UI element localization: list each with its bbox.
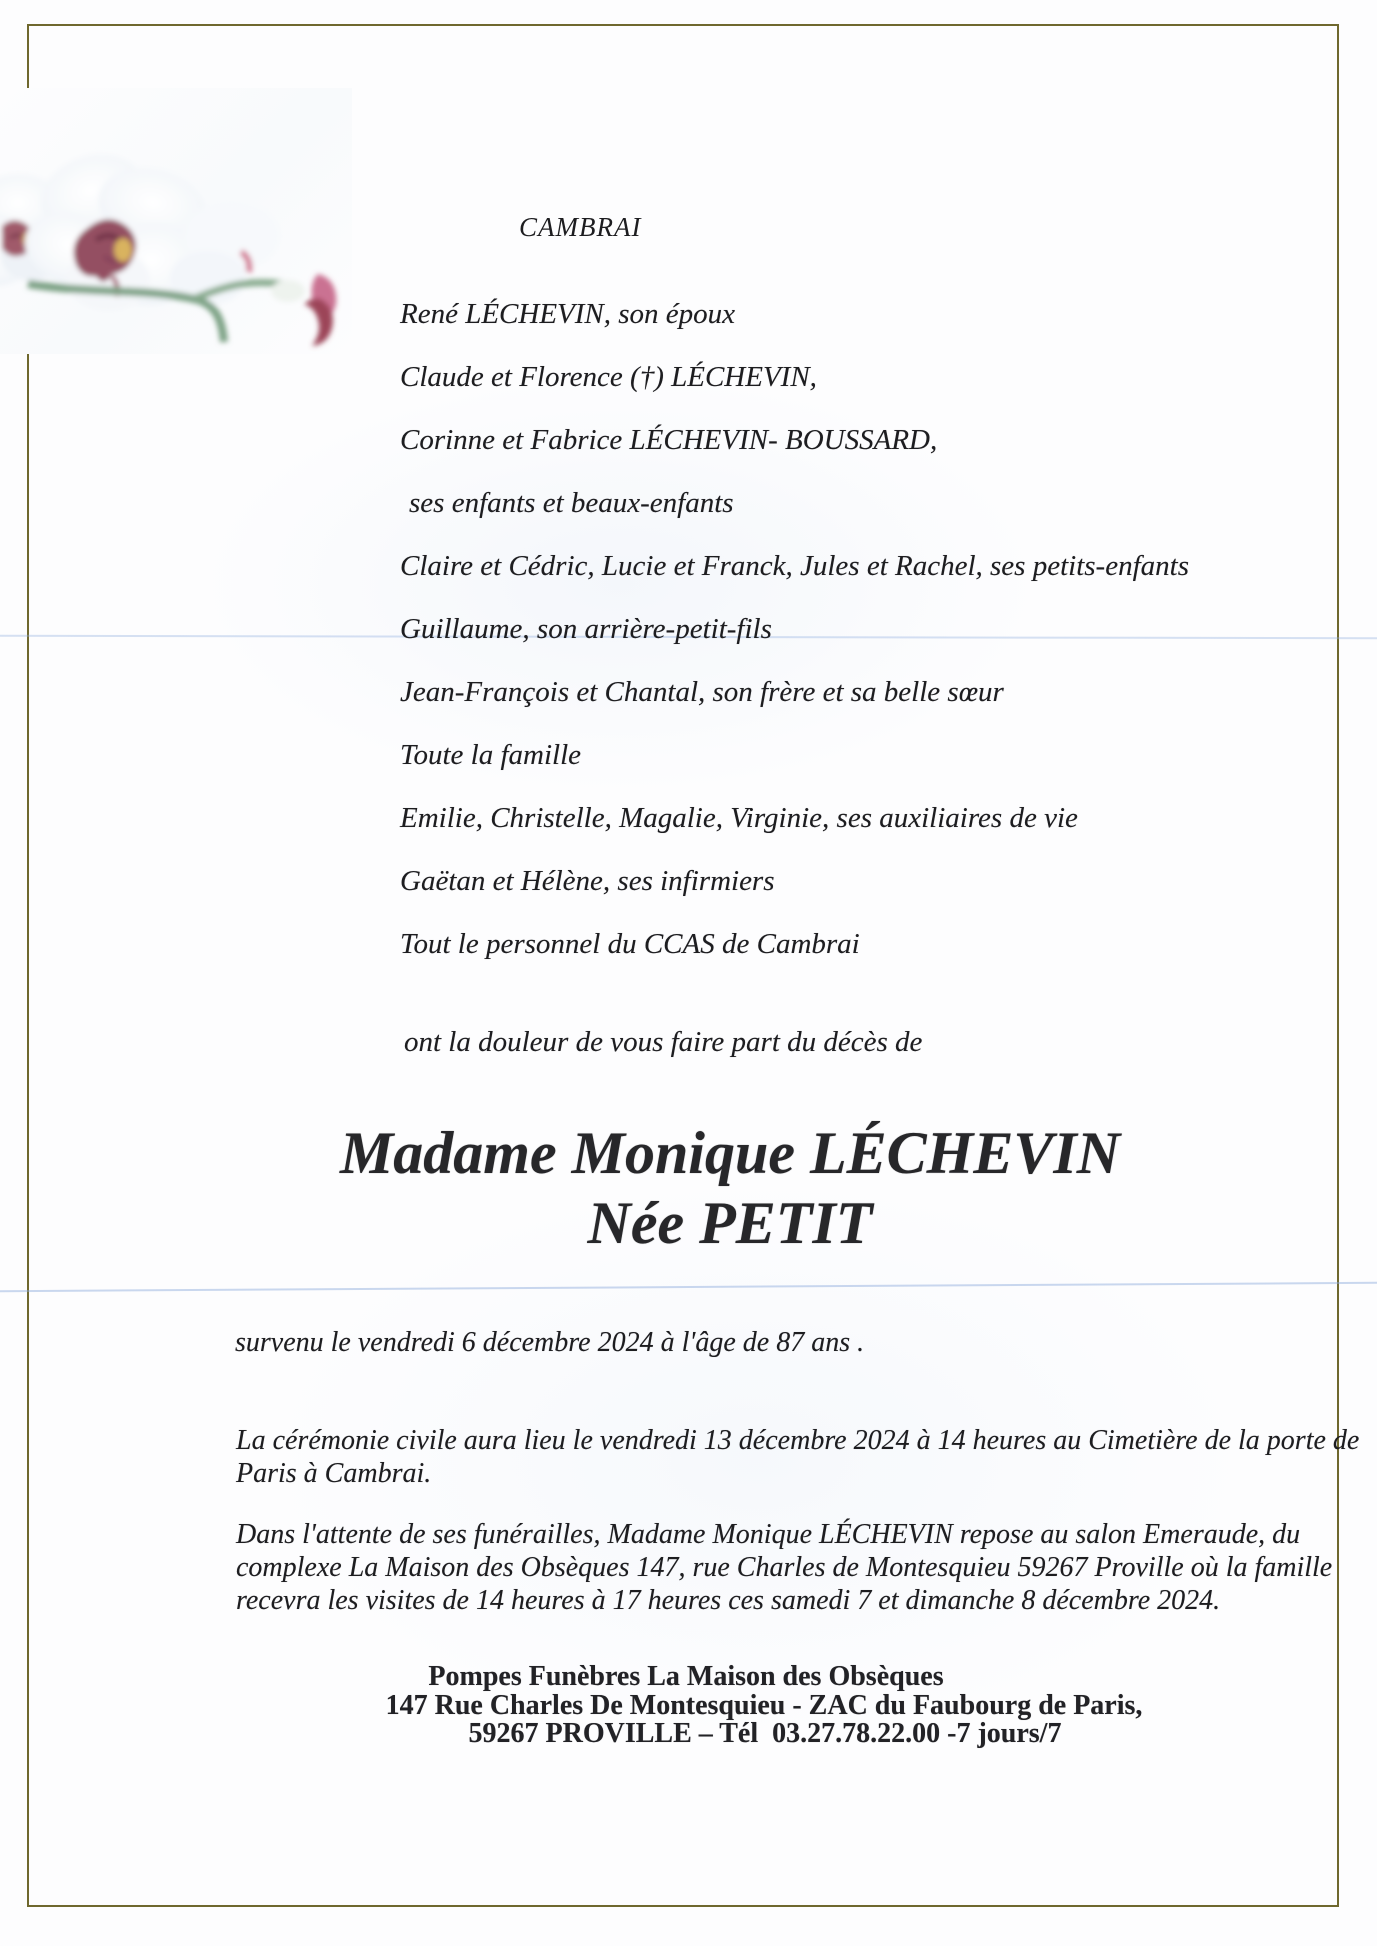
repose-line: Dans l'attente de ses funérailles, Madame Monique LÉCHEVIN repose au salon Emeraude, du	[236, 1519, 1301, 1550]
orchid-flower-image	[0, 88, 352, 354]
family-line: Tout le personnel du CCAS de Cambrai	[400, 928, 860, 960]
family-line: Corinne et Fabrice LÉCHEVIN- BOUSSARD,	[400, 424, 938, 456]
family-line: Guillaume, son arrière-petit-fils	[400, 613, 772, 645]
family-line: Gaëtan et Hélène, ses infirmiers	[400, 865, 775, 897]
family-line: Claude et Florence (†) LÉCHEVIN,	[400, 361, 817, 393]
family-line: Claire et Cédric, Lucie et Franck, Jules et Rachel, ses petits-enfants	[400, 550, 1189, 582]
ceremony-line: La cérémonie civile aura lieu le vendredi 13 décembre 2024 à 14 heures au Cimetière de la porte de	[236, 1425, 1360, 1456]
deceased-name: Madame Monique LÉCHEVIN	[339, 1120, 1121, 1186]
family-line: ses enfants et beaux-enfants	[409, 487, 734, 519]
family-list	[400, 283, 1189, 976]
deceased-maiden-name: Née PETIT	[587, 1190, 873, 1256]
family-line: Jean-François et Chantal, son frère et sa belle sœur	[400, 676, 1004, 708]
repose-line: recevra les visites de 14 heures à 17 heures ces samedi 7 et dimanche 8 décembre 2024.	[236, 1585, 1221, 1616]
death-date-text: survenu le vendredi 6 décembre 2024 à l'âge de 87 ans .	[235, 1327, 865, 1358]
announcement-text: ont la douleur de vous faire part du décès de	[404, 1026, 923, 1058]
family-line: Emilie, Christelle, Magalie, Virginie, ses auxiliaires de vie	[400, 802, 1078, 834]
funeral-home-address: 147 Rue Charles De Montesquieu - ZAC du Faubourg de Paris,	[385, 1690, 1143, 1721]
family-line: René LÉCHEVIN, son époux	[400, 298, 736, 330]
family-line: Toute la famille	[400, 739, 581, 771]
repose-line: complexe La Maison des Obsèques 147, rue Charles de Montesquieu 59267 Proville où la famille	[236, 1552, 1333, 1583]
ceremony-line: Paris à Cambrai.	[236, 1458, 432, 1489]
funeral-home-name: Pompes Funèbres La Maison des Obsèques	[428, 1661, 944, 1692]
funeral-home-city-phone: 59267 PROVILLE – Tél 03.27.78.22.00 -7 jours/7	[468, 1718, 1062, 1749]
city-heading: CAMBRAI	[519, 212, 642, 242]
deceased-name-title	[327, 1118, 1133, 1258]
repose-paragraph	[236, 1518, 1332, 1617]
ceremony-paragraph	[236, 1424, 1359, 1490]
orchid-illustration	[0, 88, 352, 354]
